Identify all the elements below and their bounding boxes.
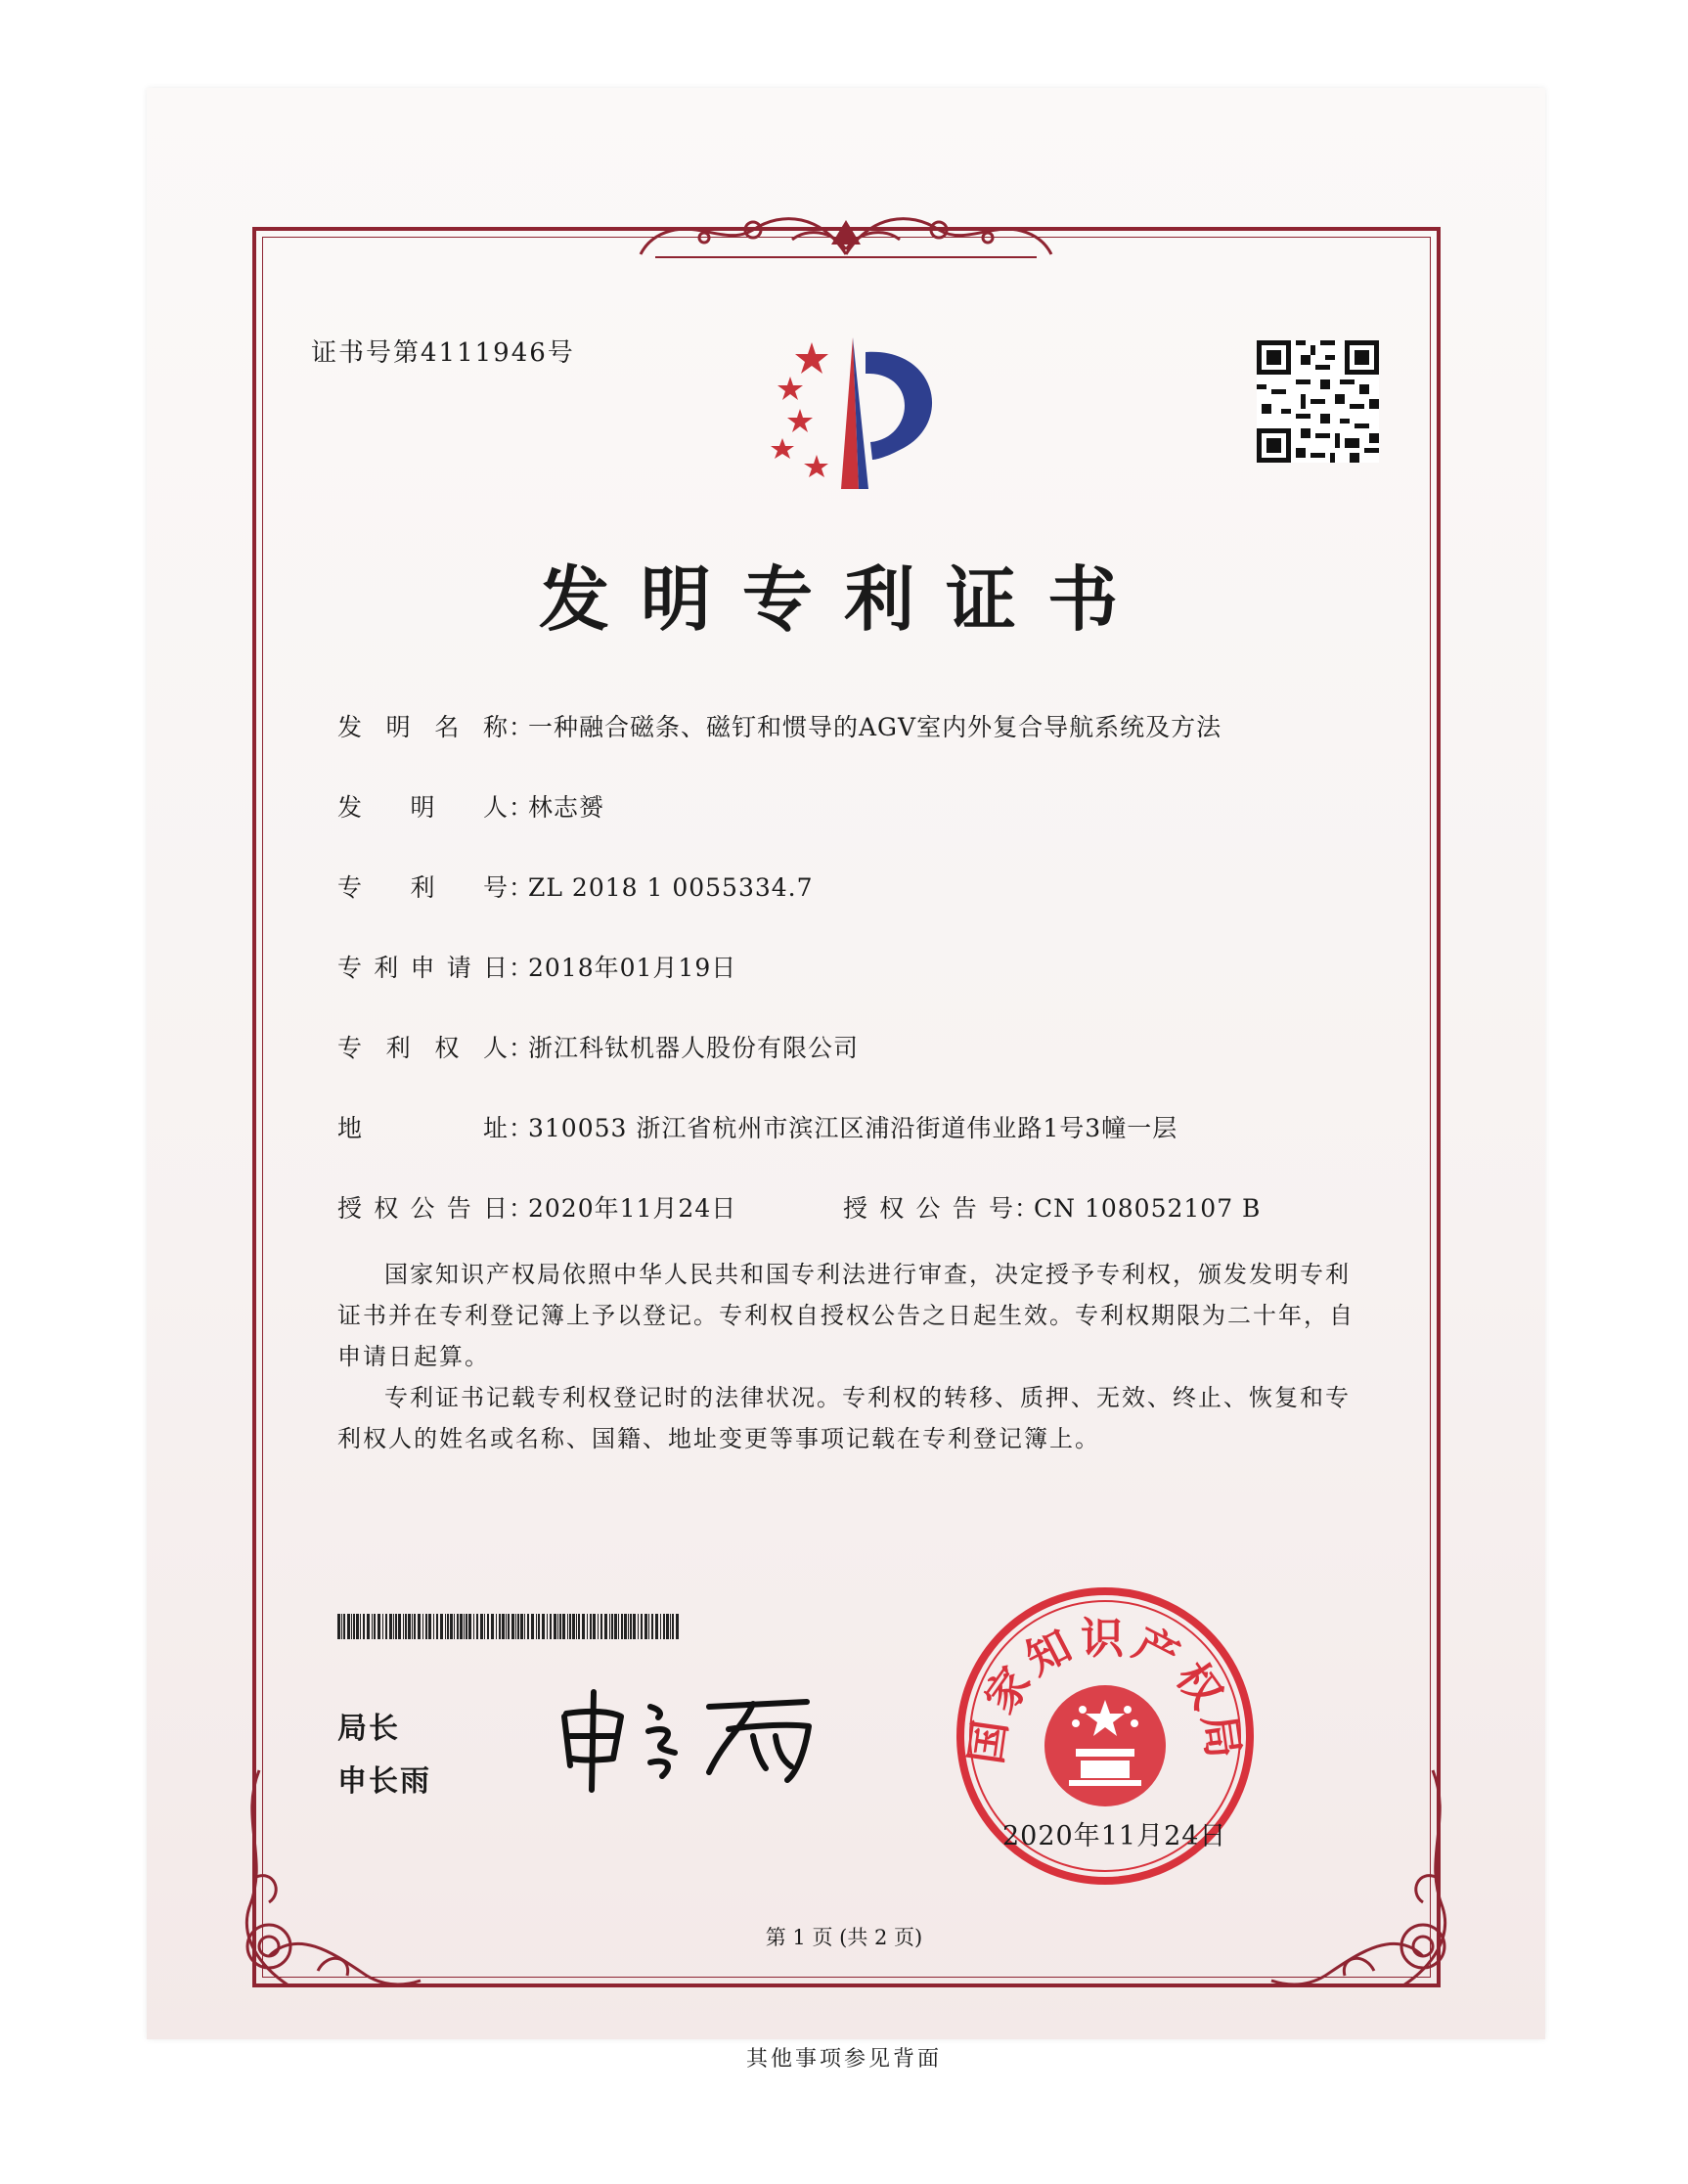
patentee-label: 专利权人	[337, 1034, 509, 1062]
director-title: 局长	[337, 1712, 400, 1746]
colon: ：	[509, 1194, 535, 1223]
grant-date-value: 2020年11月24日	[528, 1194, 737, 1223]
bottom-right-ornament	[1266, 1761, 1462, 2005]
patentee-value: 浙江科钛机器人股份有限公司	[528, 1034, 860, 1062]
row-grant-date	[337, 1189, 736, 1225]
patent-no-label: 专利号	[337, 873, 509, 902]
grant-date-label: 授权公告日	[337, 1194, 509, 1223]
filing-date-label: 专利申请日	[337, 954, 509, 982]
colon: ：	[1014, 1194, 1041, 1223]
row-patent-no	[337, 869, 814, 904]
certificate-number: 证书号第4111946号	[311, 338, 575, 368]
patent-no-value: ZL 2018 1 0055334.7	[528, 873, 814, 902]
colon: ：	[509, 713, 535, 741]
handwritten-signature	[553, 1682, 846, 1795]
cnipa-logo-icon	[743, 333, 958, 494]
colon: ：	[509, 793, 535, 822]
footer-note: 其他事项参见背面	[745, 2047, 942, 2072]
grant-no-value: CN 108052107 B	[1034, 1194, 1262, 1223]
certificate-title: 发明专利证书	[538, 558, 1149, 641]
row-invention-name	[337, 708, 1222, 743]
inventor-label: 发明人	[337, 793, 509, 822]
row-filing-date	[337, 949, 736, 984]
filing-date-value: 2018年01月19日	[528, 954, 737, 982]
top-ornament	[636, 201, 1056, 269]
seal-text: 国家知识产权局	[960, 1614, 1250, 1767]
address-value: 310053 浙江省杭州市滨江区浦沿街道伟业路1号3幢一层	[528, 1114, 1178, 1142]
body-paragraph-1: 国家知识产权局依照中华人民共和国专利法进行审查，决定授予专利权，颁发发明专利证书并在专利登记簿上予以登记。专利权自授权公告之日起生效。专利权期限为二十年，自申请日起算。	[337, 1261, 1355, 1370]
colon: ：	[509, 873, 535, 902]
director-name: 申长雨	[337, 1764, 431, 1799]
invention-name-label: 发明名称	[337, 713, 509, 741]
row-patentee	[337, 1029, 859, 1064]
colon: ：	[509, 1034, 535, 1062]
inventor-value: 林志赟	[528, 793, 605, 822]
invention-name-value: 一种融合磁条、磁钉和惯导的AGV室内外复合导航系统及方法	[528, 713, 1222, 741]
row-address	[337, 1109, 1177, 1144]
row-grant-no	[843, 1189, 1261, 1225]
page-indicator: 第 1 页 (共 2 页)	[765, 1926, 923, 1949]
grant-no-label: 授权公告号	[843, 1194, 1014, 1223]
barcode-icon	[337, 1614, 680, 1639]
address-label: 地址	[337, 1114, 509, 1142]
qr-code-icon	[1257, 340, 1379, 463]
row-inventor	[337, 788, 604, 824]
colon: ：	[509, 954, 535, 982]
colon: ：	[509, 1114, 535, 1142]
body-paragraph-2: 专利证书记载专利权登记时的法律状况。专利权的转移、质押、无效、终止、恢复和专利权人的姓名或名称、国籍、地址变更等事项记载在专利登记簿上。	[337, 1384, 1351, 1452]
seal-date: 2020年11月24日	[1002, 1821, 1227, 1851]
